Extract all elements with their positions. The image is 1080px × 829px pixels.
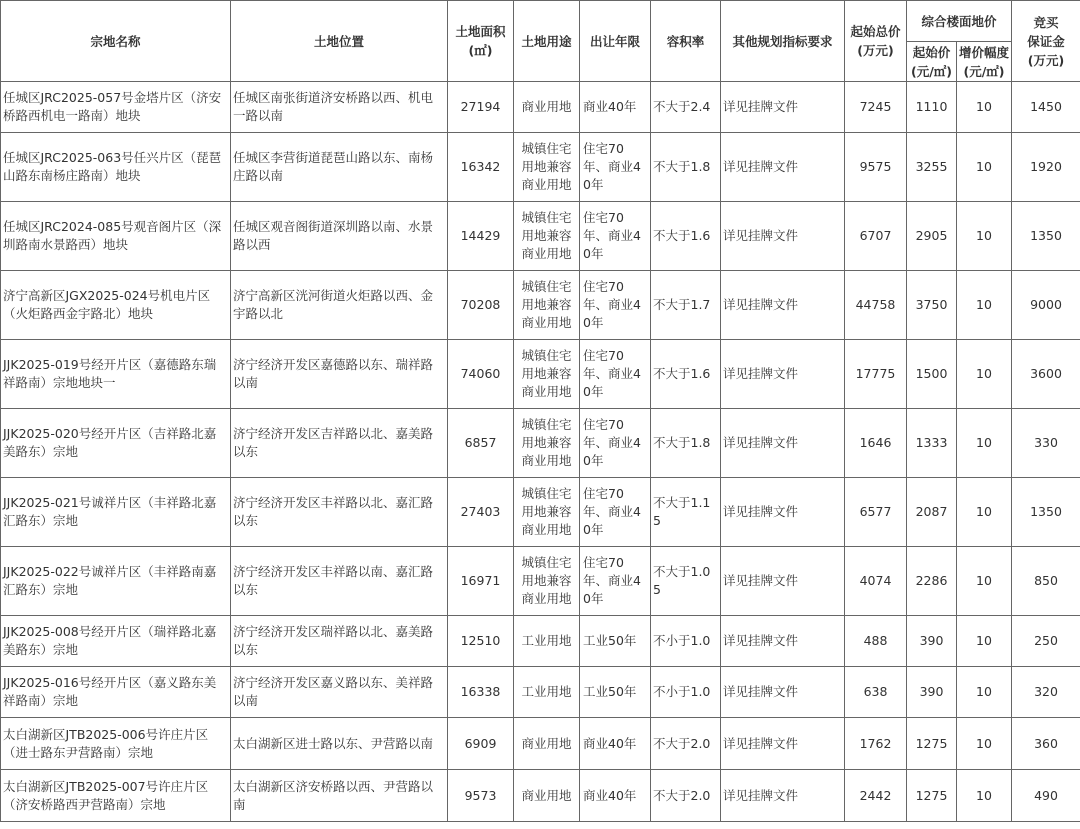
cell-term: 住宅70年、商业40年 (580, 340, 651, 409)
cell-location: 济宁经济开发区瑞祥路以北、嘉美路以东 (231, 616, 448, 667)
cell-location: 任城区观音阁街道深圳路以南、水景路以西 (231, 202, 448, 271)
cell-deposit: 1350 (1012, 478, 1080, 547)
table-row (1, 340, 1080, 409)
cell-other: 详见挂牌文件 (721, 667, 845, 718)
cell-area: 9573 (448, 770, 514, 822)
cell-location: 济宁经济开发区丰祥路以南、嘉汇路以东 (231, 547, 448, 616)
cell-floor-increment: 10 (957, 271, 1012, 340)
header-start-total: 起始总价 (万元) (845, 1, 907, 82)
cell-start-total: 1646 (845, 409, 907, 478)
cell-other: 详见挂牌文件 (721, 271, 845, 340)
cell-use: 城镇住宅用地兼容商业用地 (514, 202, 580, 271)
cell-location: 济宁经济开发区嘉义路以东、美祥路以南 (231, 667, 448, 718)
cell-use: 城镇住宅用地兼容商业用地 (514, 271, 580, 340)
cell-far: 不大于1.8 (651, 409, 721, 478)
cell-area: 14429 (448, 202, 514, 271)
cell-area: 6857 (448, 409, 514, 478)
table-row (1, 718, 1080, 770)
cell-far: 不大于2.0 (651, 770, 721, 822)
header-far: 容积率 (651, 1, 721, 82)
cell-floor-increment: 10 (957, 667, 1012, 718)
table-row (1, 667, 1080, 718)
cell-start-total: 6707 (845, 202, 907, 271)
cell-floor-start: 2286 (907, 547, 957, 616)
cell-floor-start: 3750 (907, 271, 957, 340)
table-row (1, 547, 1080, 616)
cell-use: 城镇住宅用地兼容商业用地 (514, 547, 580, 616)
cell-location: 任城区南张街道济安桥路以西、机电一路以南 (231, 82, 448, 133)
cell-floor-increment: 10 (957, 616, 1012, 667)
table-header (1, 1, 1080, 82)
cell-area: 27403 (448, 478, 514, 547)
header-deposit: 竞买 保证金 (万元) (1012, 1, 1080, 82)
cell-other: 详见挂牌文件 (721, 478, 845, 547)
header-name: 宗地名称 (1, 1, 231, 82)
cell-name: 任城区JRC2025-057号金塔片区（济安桥路西机电一路南）地块 (1, 82, 231, 133)
table-row (1, 409, 1080, 478)
cell-area: 74060 (448, 340, 514, 409)
cell-other: 详见挂牌文件 (721, 409, 845, 478)
cell-far: 不大于1.6 (651, 202, 721, 271)
cell-name: JJK2025-021号诚祥片区（丰祥路北嘉汇路东）宗地 (1, 478, 231, 547)
cell-floor-increment: 10 (957, 133, 1012, 202)
cell-use: 商业用地 (514, 718, 580, 770)
cell-floor-increment: 10 (957, 770, 1012, 822)
cell-far: 不大于1.15 (651, 478, 721, 547)
cell-area: 16342 (448, 133, 514, 202)
cell-deposit: 250 (1012, 616, 1080, 667)
cell-other: 详见挂牌文件 (721, 547, 845, 616)
cell-name: 太白湖新区JTB2025-006号许庄片区（进士路东尹营路南）宗地 (1, 718, 231, 770)
cell-deposit: 1920 (1012, 133, 1080, 202)
cell-term: 住宅70年、商业40年 (580, 409, 651, 478)
header-other: 其他规划指标要求 (721, 1, 845, 82)
cell-name: JJK2025-019号经开片区（嘉德路东瑞祥路南）宗地地块一 (1, 340, 231, 409)
cell-other: 详见挂牌文件 (721, 202, 845, 271)
cell-term: 工业50年 (580, 616, 651, 667)
cell-name: JJK2025-022号诚祥片区（丰祥路南嘉汇路东）宗地 (1, 547, 231, 616)
cell-other: 详见挂牌文件 (721, 718, 845, 770)
table-row (1, 616, 1080, 667)
cell-far: 不大于1.05 (651, 547, 721, 616)
cell-deposit: 360 (1012, 718, 1080, 770)
cell-floor-start: 1110 (907, 82, 957, 133)
cell-term: 商业40年 (580, 718, 651, 770)
cell-far: 不大于2.0 (651, 718, 721, 770)
cell-use: 城镇住宅用地兼容商业用地 (514, 340, 580, 409)
cell-deposit: 490 (1012, 770, 1080, 822)
cell-area: 6909 (448, 718, 514, 770)
cell-other: 详见挂牌文件 (721, 82, 845, 133)
cell-floor-increment: 10 (957, 547, 1012, 616)
cell-name: 任城区JRC2024-085号观音阁片区（深圳路南水景路西）地块 (1, 202, 231, 271)
cell-start-total: 17775 (845, 340, 907, 409)
cell-use: 城镇住宅用地兼容商业用地 (514, 409, 580, 478)
cell-use: 工业用地 (514, 667, 580, 718)
cell-area: 70208 (448, 271, 514, 340)
cell-far: 不小于1.0 (651, 616, 721, 667)
header-floor-increment: 增价幅度 (元/㎡) (957, 42, 1012, 82)
cell-floor-start: 3255 (907, 133, 957, 202)
cell-deposit: 9000 (1012, 271, 1080, 340)
cell-other: 详见挂牌文件 (721, 770, 845, 822)
cell-far: 不大于1.8 (651, 133, 721, 202)
table-row (1, 133, 1080, 202)
cell-term: 住宅70年、商业40年 (580, 271, 651, 340)
cell-name: JJK2025-016号经开片区（嘉义路东美祥路南）宗地 (1, 667, 231, 718)
cell-location: 济宁经济开发区丰祥路以北、嘉汇路以东 (231, 478, 448, 547)
cell-deposit: 320 (1012, 667, 1080, 718)
table-row (1, 271, 1080, 340)
cell-start-total: 4074 (845, 547, 907, 616)
cell-far: 不小于1.0 (651, 667, 721, 718)
cell-name: 太白湖新区JTB2025-007号许庄片区（济安桥路西尹营路南）宗地 (1, 770, 231, 822)
table-row (1, 82, 1080, 133)
cell-name: 任城区JRC2025-063号任兴片区（琵琶山路东南杨庄路南）地块 (1, 133, 231, 202)
cell-deposit: 1450 (1012, 82, 1080, 133)
table-body (1, 82, 1080, 822)
cell-deposit: 330 (1012, 409, 1080, 478)
cell-location: 太白湖新区进士路以东、尹营路以南 (231, 718, 448, 770)
cell-deposit: 3600 (1012, 340, 1080, 409)
header-floor-start: 起始价 (元/㎡) (907, 42, 957, 82)
cell-area: 12510 (448, 616, 514, 667)
cell-floor-start: 1275 (907, 718, 957, 770)
cell-start-total: 44758 (845, 271, 907, 340)
cell-floor-increment: 10 (957, 82, 1012, 133)
cell-use: 工业用地 (514, 616, 580, 667)
cell-location: 太白湖新区济安桥路以西、尹营路以南 (231, 770, 448, 822)
cell-use: 商业用地 (514, 82, 580, 133)
cell-deposit: 1350 (1012, 202, 1080, 271)
cell-start-total: 7245 (845, 82, 907, 133)
cell-floor-increment: 10 (957, 718, 1012, 770)
cell-use: 城镇住宅用地兼容商业用地 (514, 133, 580, 202)
cell-term: 住宅70年、商业40年 (580, 133, 651, 202)
cell-floor-start: 1500 (907, 340, 957, 409)
cell-floor-increment: 10 (957, 478, 1012, 547)
cell-term: 住宅70年、商业40年 (580, 202, 651, 271)
cell-floor-start: 1275 (907, 770, 957, 822)
header-area: 土地面积 (㎡) (448, 1, 514, 82)
cell-deposit: 850 (1012, 547, 1080, 616)
header-location: 土地位置 (231, 1, 448, 82)
cell-term: 商业40年 (580, 82, 651, 133)
cell-floor-start: 390 (907, 667, 957, 718)
cell-location: 济宁高新区洸河街道火炬路以西、金宇路以北 (231, 271, 448, 340)
cell-location: 任城区李营街道琵琶山路以东、南杨庄路以南 (231, 133, 448, 202)
cell-floor-start: 2087 (907, 478, 957, 547)
cell-term: 住宅70年、商业40年 (580, 547, 651, 616)
cell-floor-start: 390 (907, 616, 957, 667)
cell-area: 27194 (448, 82, 514, 133)
cell-other: 详见挂牌文件 (721, 340, 845, 409)
cell-area: 16971 (448, 547, 514, 616)
table-row (1, 770, 1080, 822)
cell-name: 济宁高新区JGX2025-024号机电片区（火炬路西金宇路北）地块 (1, 271, 231, 340)
cell-start-total: 6577 (845, 478, 907, 547)
cell-name: JJK2025-020号经开片区（吉祥路北嘉美路东）宗地 (1, 409, 231, 478)
cell-use: 商业用地 (514, 770, 580, 822)
cell-term: 工业50年 (580, 667, 651, 718)
cell-start-total: 488 (845, 616, 907, 667)
cell-far: 不大于1.7 (651, 271, 721, 340)
cell-location: 济宁经济开发区吉祥路以北、嘉美路以东 (231, 409, 448, 478)
cell-far: 不大于1.6 (651, 340, 721, 409)
header-term: 出让年限 (580, 1, 651, 82)
cell-location: 济宁经济开发区嘉德路以东、瑞祥路以南 (231, 340, 448, 409)
cell-use: 城镇住宅用地兼容商业用地 (514, 478, 580, 547)
cell-term: 商业40年 (580, 770, 651, 822)
cell-start-total: 1762 (845, 718, 907, 770)
cell-term: 住宅70年、商业40年 (580, 478, 651, 547)
cell-floor-increment: 10 (957, 202, 1012, 271)
header-use: 土地用途 (514, 1, 580, 82)
cell-start-total: 2442 (845, 770, 907, 822)
cell-floor-increment: 10 (957, 409, 1012, 478)
cell-area: 16338 (448, 667, 514, 718)
header-floor-price-group: 综合楼面地价 (907, 1, 1012, 42)
cell-start-total: 638 (845, 667, 907, 718)
cell-start-total: 9575 (845, 133, 907, 202)
cell-name: JJK2025-008号经开片区（瑞祥路北嘉美路东）宗地 (1, 616, 231, 667)
cell-floor-start: 1333 (907, 409, 957, 478)
table-row (1, 478, 1080, 547)
cell-other: 详见挂牌文件 (721, 133, 845, 202)
cell-floor-start: 2905 (907, 202, 957, 271)
cell-floor-increment: 10 (957, 340, 1012, 409)
cell-other: 详见挂牌文件 (721, 616, 845, 667)
table-row (1, 202, 1080, 271)
cell-far: 不大于2.4 (651, 82, 721, 133)
